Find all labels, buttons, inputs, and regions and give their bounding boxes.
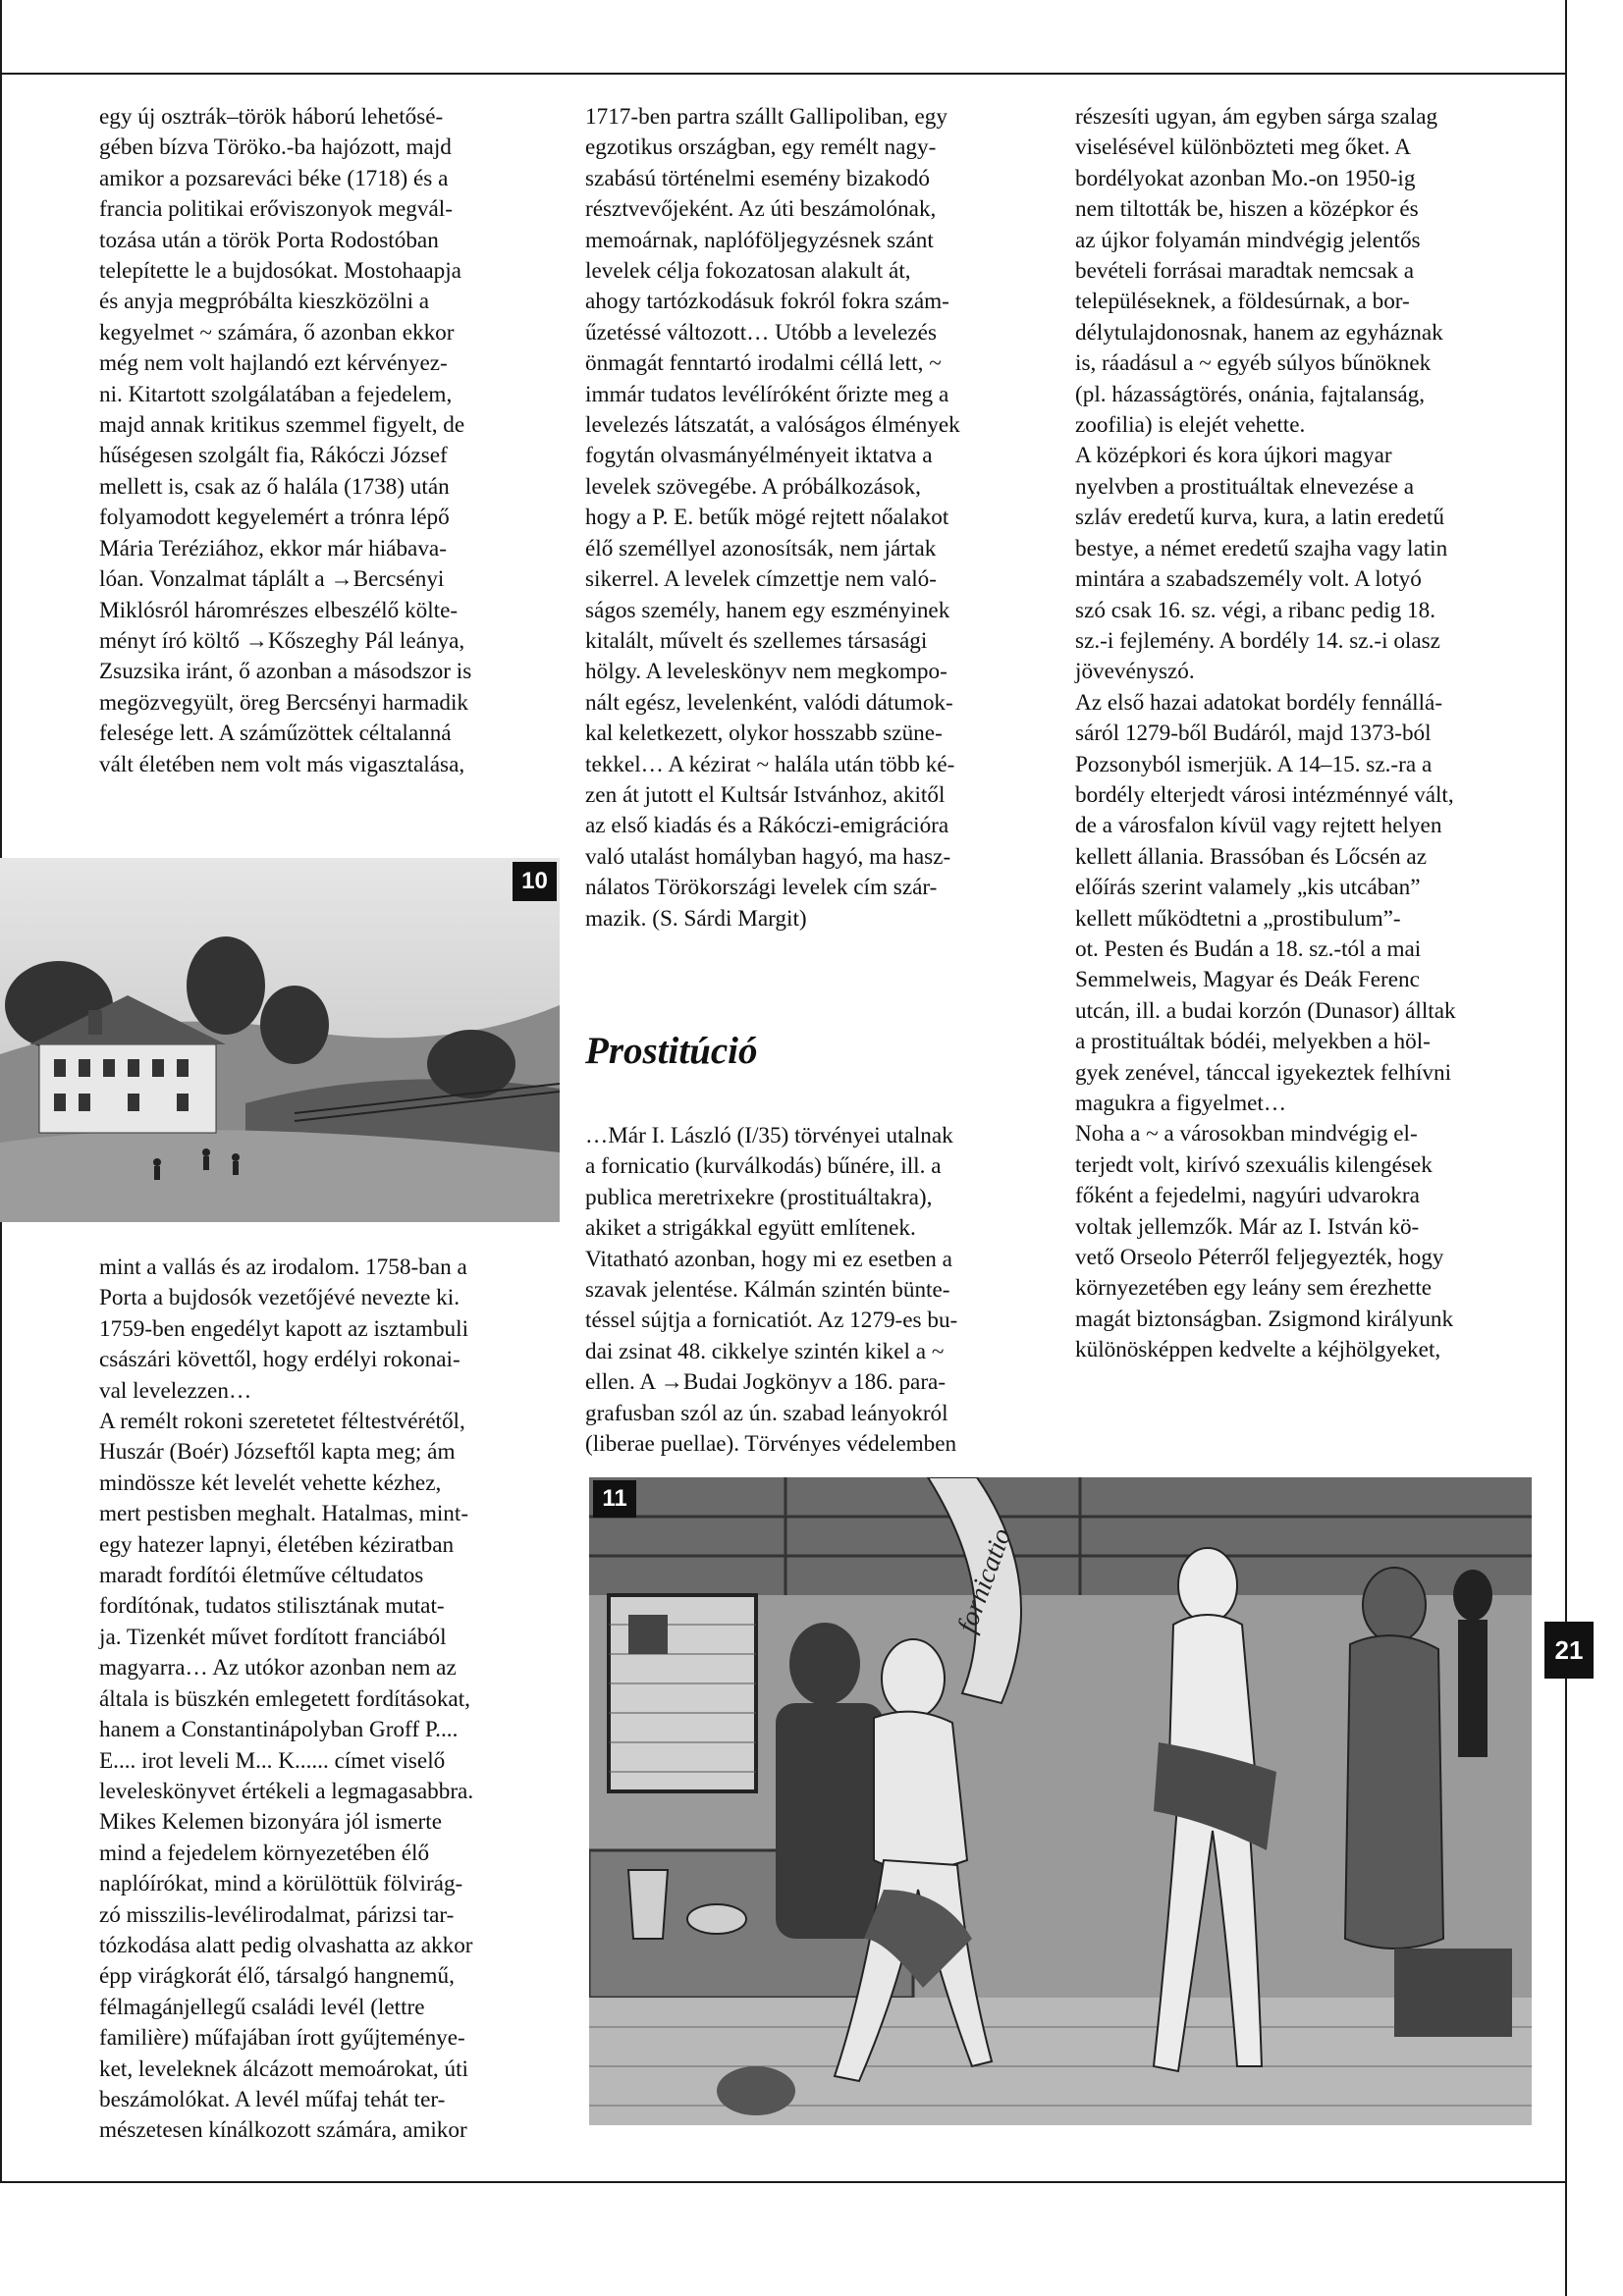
text-line: Noha a ~ a városokban mindvégig el- [1075,1121,1418,1148]
text-line: egy hatezer lapnyi, életében kéziratban [99,1531,455,1558]
text-line: hanem a Constantinápolyban Groff P.... [99,1717,459,1743]
text-line: mellett is, csak az ő halála (1738) után [99,473,450,500]
text-line: mintára a szabadszemély volt. A lotyó [1075,566,1422,593]
text-line: és anyja megpróbálta kieszközölni a [99,289,430,315]
left-rule-lower [0,1222,2,2181]
text-line: Miklósról háromrészes elbeszélő költe- [99,597,459,623]
text-line: mazik. (S. Sárdi Margit) [585,905,807,932]
text-line: hölgy. A leveleskönyv nem megkompo- [585,659,947,685]
text-line: viselésével különbözteti meg őket. A [1075,134,1411,161]
text-line: kegyelmet ~ számára, ő azonban ekkor [99,319,455,346]
text-line: val levelezzen… [99,1377,252,1404]
text-line: terjedt volt, kirívó szexuális kilengések [1075,1151,1433,1178]
text-line: az újkor folyamán mindvégig jelentős [1075,227,1421,253]
text-line: szó csak 16. sz. végi, a ribanc pedig 18. [1075,597,1436,623]
bottom-rule [0,2181,1567,2183]
figure-10-label: 10 [513,862,557,901]
text-line: beszámolókat. A levél műfaj tehát ter- [99,2086,446,2112]
text-line: egy új osztrák–török háború lehetősé- [99,104,444,130]
text-line: A középkori és kora újkori magyar [1075,443,1392,469]
left-rule [0,0,2,858]
column-1-upper [99,102,541,780]
text-line: megözvegyült, öreg Bercsényi harmadik [99,689,469,716]
text-line: élő személlyel azonosítsák, nem jártak [585,535,937,561]
text-line: gyek zenével, tánccal igyekeztek felhívni [1075,1059,1452,1086]
text-line: utcán, ill. a budai korzón (Dunasor) álltak [1075,997,1456,1024]
text-line: magyarra… Az utókor azonban nem az [99,1655,457,1682]
text-line: majd annak kritikus szemmel figyelt, de [99,412,465,439]
column-2-upper [585,102,1047,934]
text-line: is, ráadásul a ~ egyéb súlyos bűnöknek [1075,350,1432,377]
right-rule [1565,0,1567,1622]
text-line: naplóírókat, mind a körülöttük fölvirág- [99,1871,463,1897]
text-line: önmagát fenntartó irodalmi céllá lett, ~ [585,350,942,377]
text-line: sikerrel. A levelek címzettje nem való- [585,566,937,593]
text-line: maradt fordítói életműve céltudatos [99,1563,424,1589]
text-line: nyelvben a prostituáltak elnevezése a [1075,473,1415,500]
text-line: magukra a figyelmet… [1075,1091,1287,1116]
text-line: sáról 1279-ből Budáról, majd 1373-ból [1075,721,1432,747]
text-line: kellett állania. Brassóban és Lőcsén az [1075,843,1427,870]
text-line: hogy a P. E. betűk mögé rejtett nőalakot [585,505,949,531]
text-line: ményt író költő →Kőszeghy Pál leánya, [99,627,465,654]
text-line: Mikes Kelemen bizonyára jól ismerte [99,1809,442,1836]
text-line: nálatos Törökországi levelek cím szár- [585,875,938,901]
banner-text: fornicatio [951,1523,1018,1637]
manor-landscape-illustration [0,858,560,1222]
figure-11-brothel-woodcut [589,1477,1532,2125]
text-line: mind a fejedelem környezetében élő [99,1840,430,1866]
text-line: telepítette le a bujdosókat. Mostohaapja [99,258,461,285]
text-line: az első kiadás és a Rákóczi-emigrációra [585,813,949,839]
text-line: Vitatható azonban, hogy mi ez esetben a [585,1246,952,1272]
text-line: kellett működtetni a „prostibulum”- [1075,905,1401,932]
text-line: lóan. Vonzalmat táplált a →Bercsényi [99,566,445,593]
text-line: magát biztonságban. Zsigmond királyunk [1075,1306,1454,1332]
text-line: felesége lett. A száműzöttek céltalanná [99,721,452,747]
text-line: környezetében egy leány sem érezhette [1075,1275,1433,1302]
text-line: tekkel… A kézirat ~ halála után több ké- [585,751,955,777]
text-line: mindössze két levelét vehette kézhez, [99,1469,442,1496]
text-line: vető Orseolo Péterről feljegyezték, hogy [1075,1245,1444,1271]
text-line: vált életében nem volt más vigasztalása, [99,751,465,777]
text-line: főként a fejedelmi, nagyúri udvarokra [1075,1183,1420,1209]
text-line: ja. Tizenkét művet fordított franciából [99,1624,447,1650]
text-line: leveleskönyvet értékeli a legmagasabbra. [99,1778,474,1804]
text-line: résztvevőjeként. Az úti beszámolónak, [585,196,937,223]
right-rule-lower [1565,1679,1567,2296]
text-line: kitalált, művelt és szellemes társasági [585,627,928,654]
text-line: memoárnak, naplóföljegyzésnek szánt [585,227,934,253]
text-line: mert pestisben meghalt. Hatalmas, mint- [99,1501,469,1527]
text-line: bevételi forrásai maradtak nemcsak a [1075,258,1415,285]
figure-11-label: 11 [593,1480,636,1518]
text-line: szavak jelentése. Kálmán szintén bünte- [585,1277,950,1304]
text-line: Az első hazai adatokat bordély fennállá- [1075,689,1443,716]
text-line: űzetéssé változott… Utóbb a levelezés [585,319,937,346]
text-line: délytulajdonosnak, hanem az egyháznak [1075,319,1443,346]
text-line: nált egész, levelenként, valódi dátumok- [585,689,953,716]
text-line: előírás szerint valamely „kis utcában” [1075,875,1421,901]
text-line: zen át jutott el Kultsár Istvánhoz, akitől [585,781,946,808]
text-line: mint a vallás és az irodalom. 1758-ban a [99,1255,467,1280]
text-line: Pozsonyból ismerjük. A 14–15. sz.-ra a [1075,751,1433,777]
brothel-scene-illustration [589,1477,1532,2125]
text-line: településeknek, a földesúrnak, a bor- [1075,289,1410,315]
text-line: levelezés látszatát, a valóságos élmények [585,412,960,439]
text-line: mészetesen kínálkozott számára, amikor [99,2117,467,2144]
text-line: ságos személy, hanem egy eszményinek [585,597,950,623]
text-line: fordítónak, tudatos stilisztának mutat- [99,1593,445,1620]
text-line: szláv eredetű kurva, kura, a latin eredetű [1075,505,1444,531]
text-line: akiket a strigákkal együtt említenek. [585,1215,916,1242]
text-line: ellen. A →Budai Jogkönyv a 186. para- [585,1369,947,1396]
text-line: francia politikai erőviszonyok megvál- [99,196,453,223]
text-line: épp virágkorát élő, társalgó hangnemű, [99,1963,455,1990]
text-line: …Már I. László (I/35) törvényei utalnak [585,1123,953,1148]
column-2-lower [585,1121,1047,1460]
text-line: gében bízva Töröko.-ba hajózott, majd [99,134,452,161]
text-line: Semmelweis, Magyar és Deák Ferenc [1075,967,1420,993]
column-3 [1075,102,1546,1366]
text-line: bestye, a német eredetű szajha vagy latin [1075,535,1448,561]
text-line: sz.-i fejlemény. A bordély 14. sz.-i olasz [1075,627,1440,654]
text-line: grafusban szól az ún. szabad leányokról [585,1400,948,1426]
text-line: 1759-ben engedélyt kapott az isztambuli [99,1315,469,1342]
text-line: nem tiltották be, hiszen a középkor és [1075,196,1419,223]
text-line: levelek szövegébe. A próbálkozások, [585,473,921,500]
text-line: Huszár (Boér) Józseftől kapta meg; ám [99,1439,456,1466]
text-line: félmagánjellegű családi levél (lettre [99,1994,425,2020]
text-line: E.... irot leveli M... K...... címet viselő [99,1747,446,1774]
text-line: Porta a bujdosók vezetőjévé nevezte ki. [99,1285,460,1311]
text-line: különösképpen kedvelte a kéjhölgyeket, [1075,1337,1441,1363]
text-line: jövevényszó. [1075,659,1195,685]
text-line: publica meretrixekre (prostituáltakra), [585,1184,933,1210]
text-line: kal keletkezett, olykor hosszabb szüne- [585,721,943,747]
text-line: A remélt rokoni szeretetet féltestvérétől, [99,1409,465,1435]
text-line: Zsuzsika iránt, ő azonban a másodszor is [99,659,472,685]
text-line: zó misszilis-levélirodalmat, párizsi tar- [99,1901,455,1928]
text-line: voltak jellemzők. Már az I. István kö- [1075,1213,1420,1240]
text-line: téssel sújtja a fornicatiót. Az 1279-es bu- [585,1308,958,1334]
text-line: bordélyokat azonban Mo.-on 1950-ig [1075,165,1416,191]
text-line: folyamodott kegyelemért a trónra lépő [99,505,450,531]
page-number: 21 [1544,1622,1594,1679]
figure-10-manor-painting [0,858,560,1222]
text-line: (pl. házasságtörés, onánia, fajtalanság, [1075,381,1426,407]
text-line: zoofilia) is elejét vehette. [1075,412,1306,439]
text-line: Mária Teréziához, ekkor már hiábava- [99,535,447,561]
text-line: 1717-ben partra szállt Gallipoliban, egy [585,104,947,130]
text-line: részesíti ugyan, ám egyben sárga szalag [1075,104,1438,130]
text-line: császári követtől, hogy erdélyi rokonai- [99,1347,460,1373]
text-line: ahogy tartózkodásuk fokról fokra szám- [585,289,949,315]
section-heading: Prostitúció [585,1030,758,1072]
text-line: bordély elterjedt városi intézménnyé vált, [1075,781,1454,808]
text-line: (liberae puellae). Törvényes védelemben [585,1431,957,1458]
text-line: szabású történelmi esemény bizakodó [585,165,930,191]
text-line: hűségesen szolgált fia, Rákóczi József [99,443,448,469]
text-line: amikor a pozsareváci béke (1718) és a [99,165,449,191]
text-line: tózkodása alatt pedig olvashatta az akkor [99,1932,473,1958]
text-line: levelek célja fokozatosan alakult át, [585,258,911,285]
text-line: általa is büszkén emlegetett fordításokat, [99,1685,470,1712]
text-line: ni. Kitartott szolgálatában a fejedelem, [99,381,453,407]
text-line: familière) műfajában írott gyűjteménye- [99,2025,465,2052]
text-line: tozása után a török Porta Rodostóban [99,227,439,253]
top-rule [0,73,1567,75]
text-line: ket, leveleknek álcázott memoárokat, úti [99,2056,468,2082]
text-line: dai zsinat 48. cikkelye szintén kikel a ~ [585,1338,945,1364]
text-line: a fornicatio (kurválkodás) bűnére, ill. a [585,1153,942,1180]
text-line: ot. Pesten és Budán a 18. sz.-tól a mai [1075,935,1422,962]
text-line: egzotikus országban, egy remélt nagy- [585,134,937,161]
text-line: immár tudatos levélíróként őrizte meg a [585,381,949,407]
text-line: a prostituáltak bódéi, melyekben a höl- [1075,1029,1431,1055]
text-line: de a városfalon kívül vagy rejtett helyen [1075,813,1442,839]
text-line: fogytán olvasmányélményeit iktatva a [585,443,933,469]
text-line: való utalást homályban hagyó, ma hasz- [585,843,951,870]
text-line: még nem volt hajlandó ezt kérvényez- [99,350,448,377]
column-1-lower [99,1253,541,2147]
